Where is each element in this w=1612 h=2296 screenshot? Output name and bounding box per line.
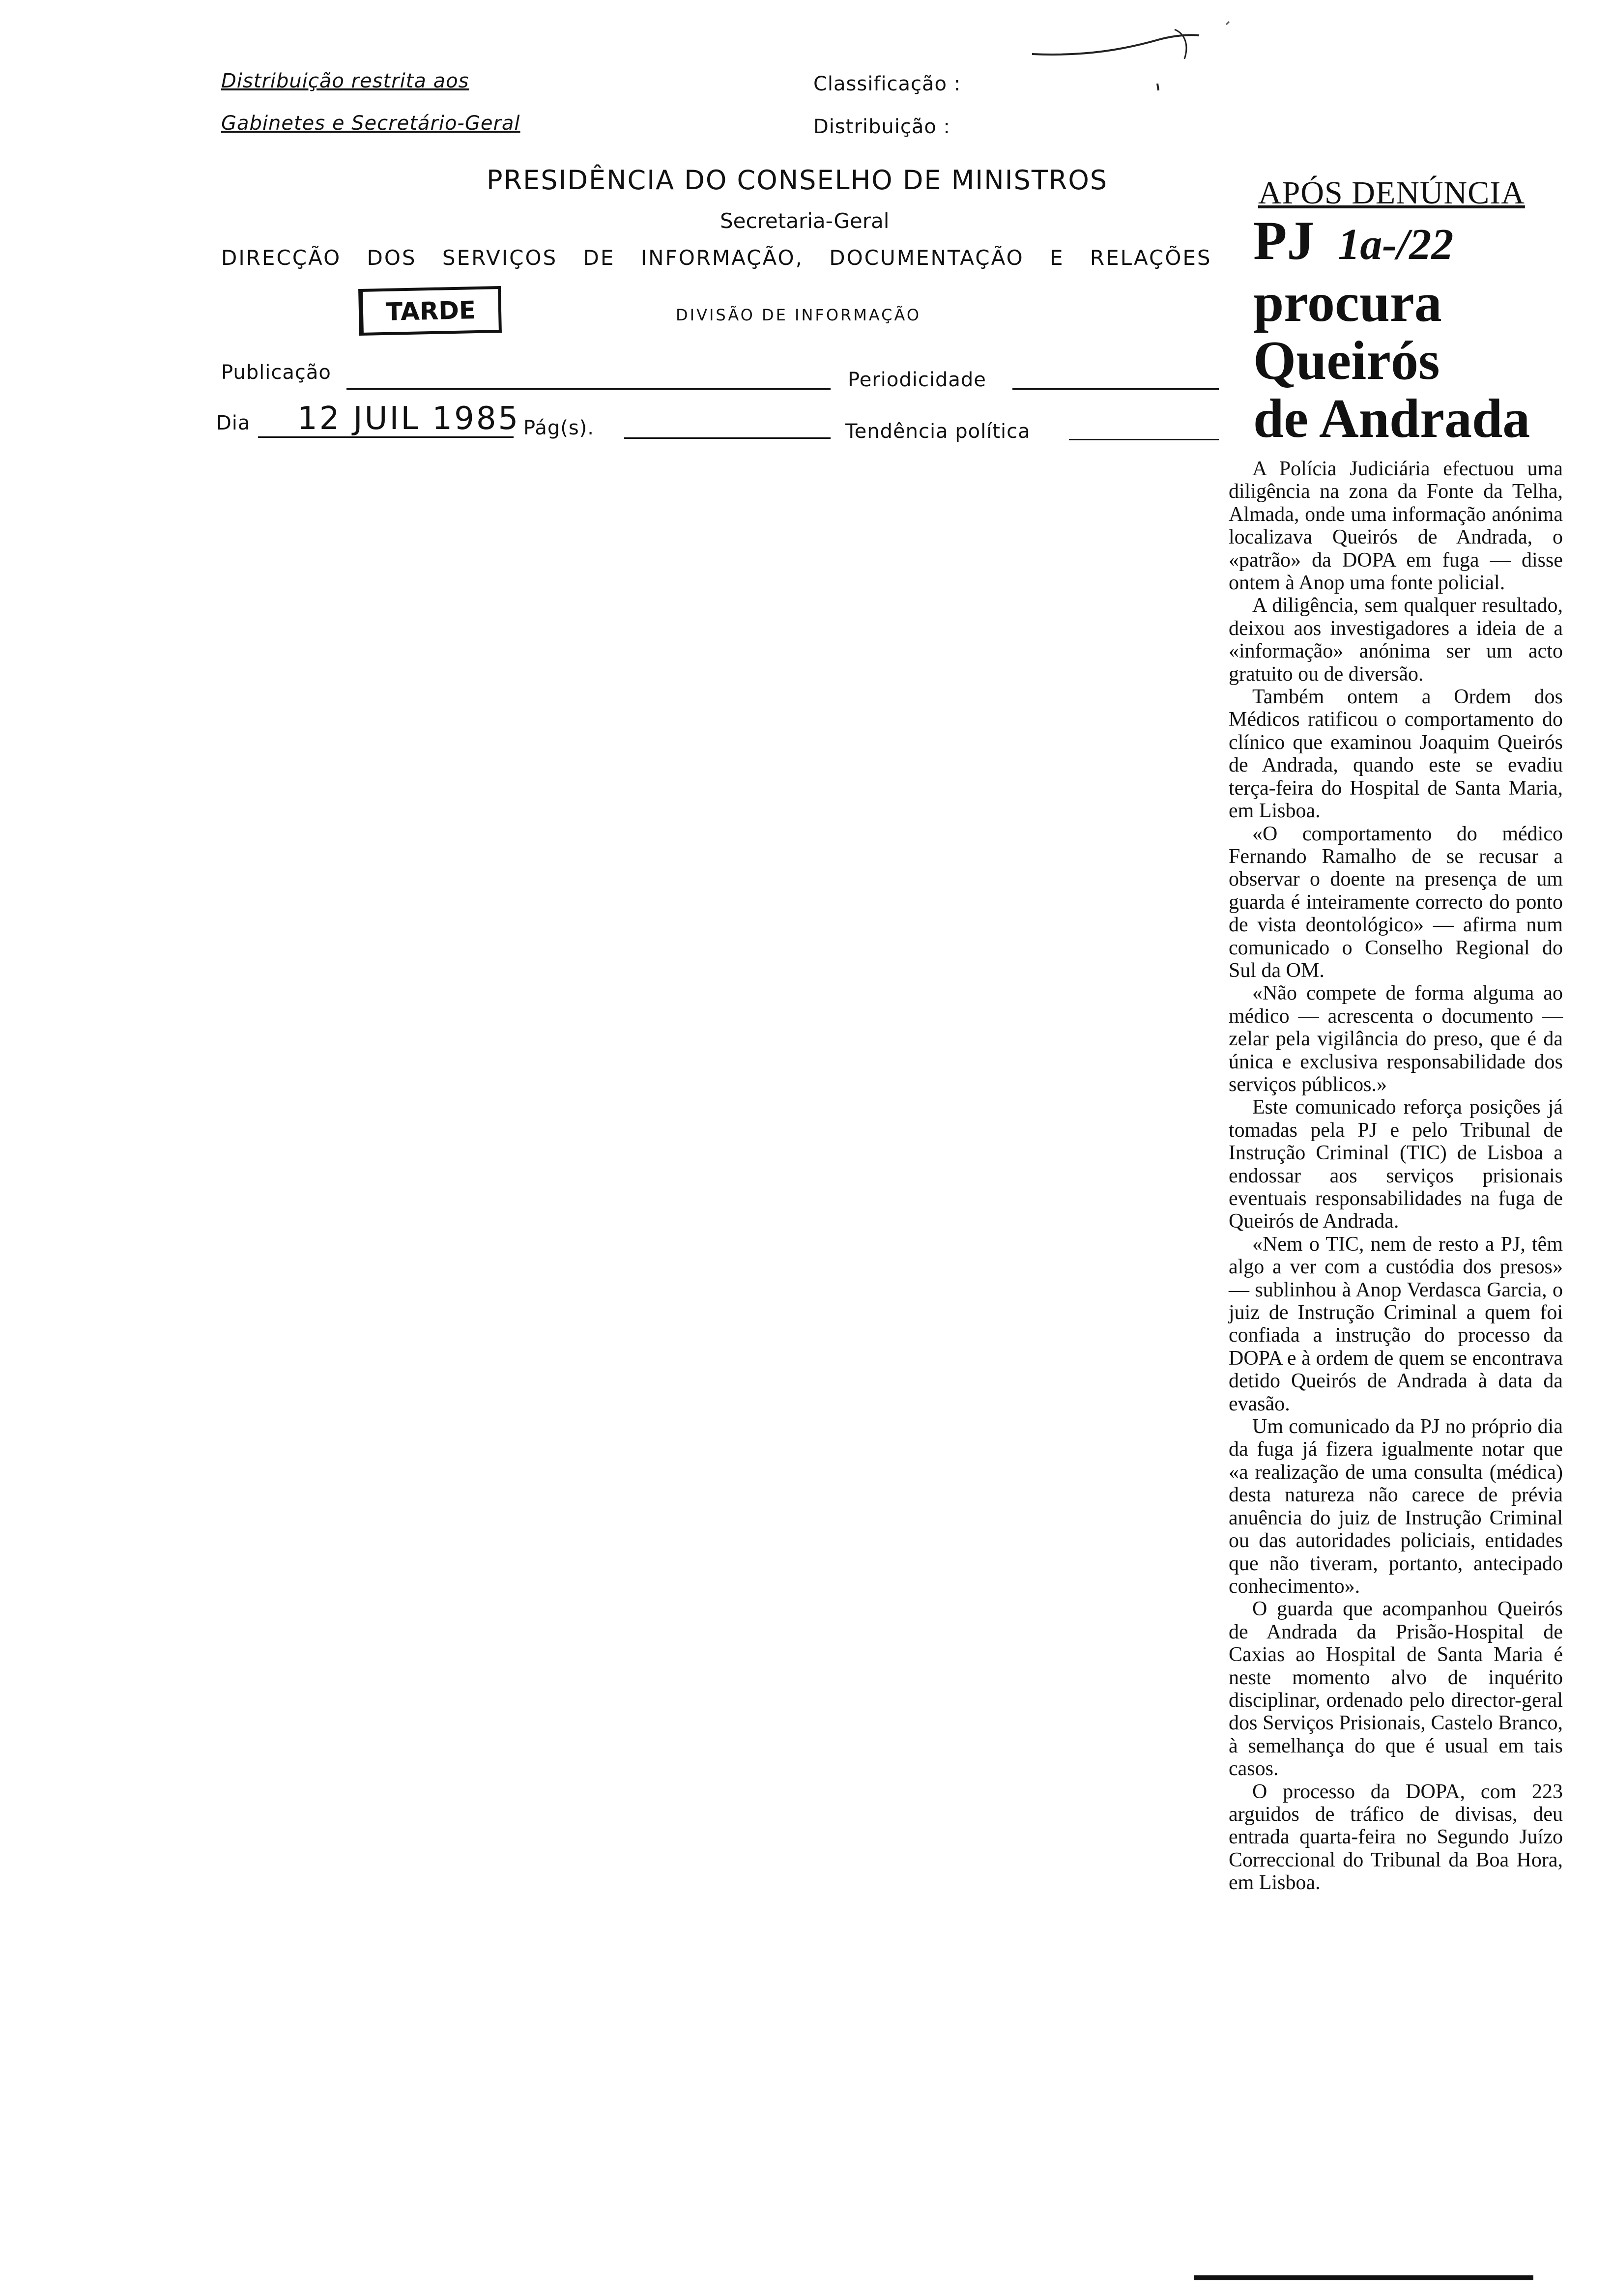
headline-line-3: Queirós <box>1253 330 1440 391</box>
article-paragraph: O guarda que acompanhou Queirós de Andrada da Prisão-Hospital de Caxias ao Hospital de Santa Maria é neste momento alvo de inquérito disciplinar, ordenado pelo director-geral dos Serviços Prisionais, Castelo Branco, à semelhança do que é usual em tais casos. <box>1229 1598 1563 1780</box>
article-paragraph: A diligência, sem qualquer resultado, deixou aos investigadores a ideia de a «informação» anónima ser um acto gratuito ou de diversão. <box>1229 594 1563 686</box>
date-stamp-value: 12 JUIL 1985 <box>297 401 520 437</box>
tendencia-label: Tendência política <box>845 420 1031 443</box>
article-paragraph: A Polícia Judiciária efectuou uma diligência na zona da Fonte da Telha, Almada, onde uma informação anónima localizava Queirós de Andrada, o «patrão» da DOPA em fuga — disse ontem à Anop uma fonte policial. <box>1229 458 1563 595</box>
clipping-bottom-rule <box>1194 2275 1533 2280</box>
dia-line <box>258 436 514 438</box>
pags-label: Pág(s). <box>523 417 594 439</box>
pen-scribble-mark <box>1027 20 1263 128</box>
headline-pj: PJ <box>1253 210 1315 271</box>
distribution-line-2: Gabinetes e Secretário-Geral <box>221 112 520 135</box>
tarde-stamp <box>358 286 502 336</box>
publicacao-line <box>346 388 831 390</box>
handwritten-annotation: 1a-/22 <box>1338 220 1454 269</box>
dia-label: Dia <box>216 412 251 434</box>
divisao-informacao: DIVISÃO DE INFORMAÇÃO <box>676 306 921 324</box>
periodicidade-label: Periodicidade <box>848 369 986 391</box>
article-kicker: APÓS DENÚNCIA <box>1258 175 1525 211</box>
stamp-label: TARDE <box>385 296 476 326</box>
headline-line-1 <box>1253 212 1563 274</box>
article-paragraph: Também ontem a Ordem dos Médicos ratificou o comportamento do clínico que examinou Joaquim Queirós de Andrada, quando este se evadiu terça-feira do Hospital de Santa Maria, em Lisboa. <box>1229 686 1563 823</box>
classificacao-label: Classificação : <box>813 73 961 95</box>
direccao-servicos: DIRECÇÃO DOS SERVIÇOS DE INFORMAÇÃO, DOCUMENTAÇÃO E RELAÇÕES <box>221 246 1212 270</box>
tendencia-line <box>1069 439 1219 440</box>
headline-line-4: de Andrada <box>1253 388 1530 449</box>
article-body <box>1229 458 1563 1894</box>
article-paragraph: Um comunicado da PJ no próprio dia da fuga já fizera igualmente notar que «a realização de uma consulta (médica) desta natureza não carece de prévia anuência do juiz de Instrução Criminal ou das autoridades policiais, entidades que não tiveram, portanto, antecipado conhecimento». <box>1229 1415 1563 1598</box>
article-paragraph: «Nem o TIC, nem de resto a PJ, têm algo a ver com a custódia dos presos» — sublinhou à Anop Verdasca Garcia, o juiz de Instrução Criminal a quem foi confiada a instrução do processo da DOPA e à ordem de quem se encontrava detido Queirós de Andrada à data da evasão. <box>1229 1233 1563 1415</box>
headline-line-2: procura <box>1253 272 1442 333</box>
article-paragraph: «Não compete de forma alguma ao médico — acrescenta o documento — zelar pela vigilância do preso, que é da única e exclusiva responsabilidade dos serviços públicos.» <box>1229 982 1563 1096</box>
masthead-title: PRESIDÊNCIA DO CONSELHO DE MINISTROS <box>487 165 1108 196</box>
distribution-line-1: Distribuição restrita aos <box>221 70 469 92</box>
periodicidade-line <box>1012 388 1219 390</box>
distribuicao-label: Distribuição : <box>813 115 951 138</box>
article-paragraph: O processo da DOPA, com 223 arguidos de tráfico de divisas, deu entrada quarta-feira no Segundo Juízo Correccional do Tribunal da Boa Hora, em Lisboa. <box>1229 1780 1563 1894</box>
newspaper-clipping <box>1229 174 1563 1894</box>
publicacao-label: Publicação <box>221 361 331 384</box>
article-paragraph: Este comunicado reforça posições já tomadas pela PJ e pelo Tribunal de Instrução Criminal (TIC) de Lisboa a endossar aos serviços prisionais eventuais responsabilidades na fuga de Queirós de Andrada. <box>1229 1096 1563 1233</box>
secretaria-geral: Secretaria-Geral <box>720 209 890 233</box>
article-paragraph: «O comportamento do médico Fernando Ramalho de se recusar a observar o doente na presença de um guarda é inteiramente correcto do ponto de vista deontológico» — afirma num comunicado o Conselho Regional do Sul da OM. <box>1229 822 1563 982</box>
pags-line <box>624 437 831 439</box>
